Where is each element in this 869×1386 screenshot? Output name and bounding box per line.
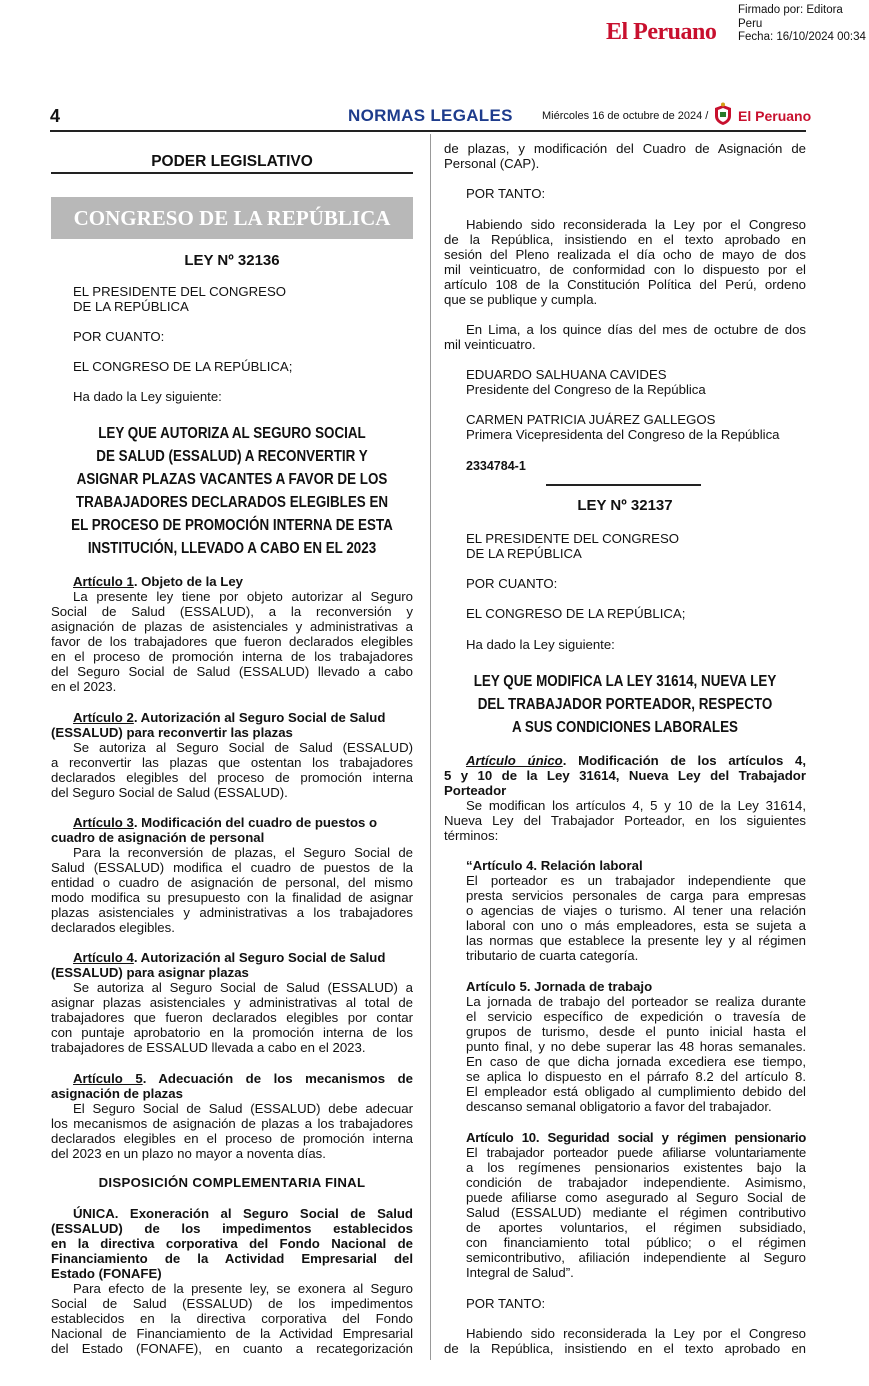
el-peruano-logo: El Peruano [606,19,717,45]
article-4-heading: Artículo 4. Autorización al Seguro Social de Salud [73,950,386,965]
law-number-2: LEY Nº 32137 [577,497,673,514]
ha-dado-r: Ha dado la Ley siguiente: [466,637,615,652]
por-cuanto-r: POR CUANTO: [466,576,558,591]
article-unico-heading-2: 5 y 10 de la Ley 31614, Nueva Ley del Trabajador [444,768,806,783]
article-5-quoted-heading: Artículo 5. Jornada de trabajo [466,979,653,994]
signatory-2-role: Primera Vicepresidenta del Congreso de la República [466,427,780,442]
president-line-r-2: DE LA REPÚBLICA [466,546,582,561]
signatory-2-name: CARMEN PATRICIA JUÁREZ GALLEGOS [466,412,716,427]
article-5-heading: Artículo 5. Adecuación de los mecanismos de [73,1071,413,1086]
article-unico-heading-3: Porteador [444,783,507,798]
president-line-2: DE LA REPÚBLICA [73,299,189,314]
article-4-heading-2: (ESSALUD) para asignar plazas [51,965,249,980]
article-2-heading-2: (ESSALUD) para reconvertir las plazas [51,725,293,740]
signatory-1-name: EDUARDO SALHUANA CAVIDES [466,367,667,382]
article-unico-heading: Artículo único. Modificación de los artículos 4, [466,753,807,768]
president-line-r: EL PRESIDENTE DEL CONGRESO [466,531,680,546]
section-title: NORMAS LEGALES [348,106,513,125]
column-divider [430,134,431,1360]
por-cuanto: POR CUANTO: [73,329,165,344]
coat-of-arms-icon [712,102,734,126]
congress-title: CONGRESO DE LA REPÚBLICA [73,206,391,230]
article-3-heading: Artículo 3. Modificación del cuadro de puestos o [73,815,378,830]
law-number: LEY Nº 32136 [184,252,280,269]
section-poder-legislativo: PODER LEGISLATIVO [51,154,413,174]
article-10-quoted-heading: Artículo 10. Seguridad social y régimen pensionario [466,1130,806,1145]
disposition-heading: DISPOSICIÓN COMPLEMENTARIA FINAL [98,1175,366,1190]
document-code: 2334784-1 [466,459,526,473]
article-4-quoted-heading: “Artículo 4. Relación laboral [466,858,643,873]
page-header [50,106,812,132]
congreso-line: EL CONGRESO DE LA REPÚBLICA; [73,359,293,374]
por-tanto-2: POR TANTO: [466,1296,546,1311]
issue-date: Miércoles 16 de octubre de 2024 / [542,110,709,122]
article-5-heading-2: asignación de plazas [51,1086,183,1101]
por-tanto: POR TANTO: [466,186,546,201]
article-2-heading: Artículo 2. Autorización al Seguro Social de Salud [73,710,386,725]
separator-line [546,484,701,486]
page-number: 4 [50,106,61,126]
ha-dado: Ha dado la Ley siguiente: [73,389,222,404]
president-line: EL PRESIDENTE DEL CONGRESO [73,284,287,299]
congreso-line-r: EL CONGRESO DE LA REPÚBLICA; [466,606,686,621]
article-3-heading-2: cuadro de asignación de personal [51,830,265,845]
digital-signature [606,4,866,44]
signatory-1-role: Presidente del Congreso de la República [466,382,706,397]
signature-stamp: Firmado por: Editora Peru Fecha: 16/10/2024 00:34 [738,4,866,43]
header-brand: El Peruano [738,108,812,124]
article-1-heading: Artículo 1. Objeto de la Ley [73,574,244,589]
